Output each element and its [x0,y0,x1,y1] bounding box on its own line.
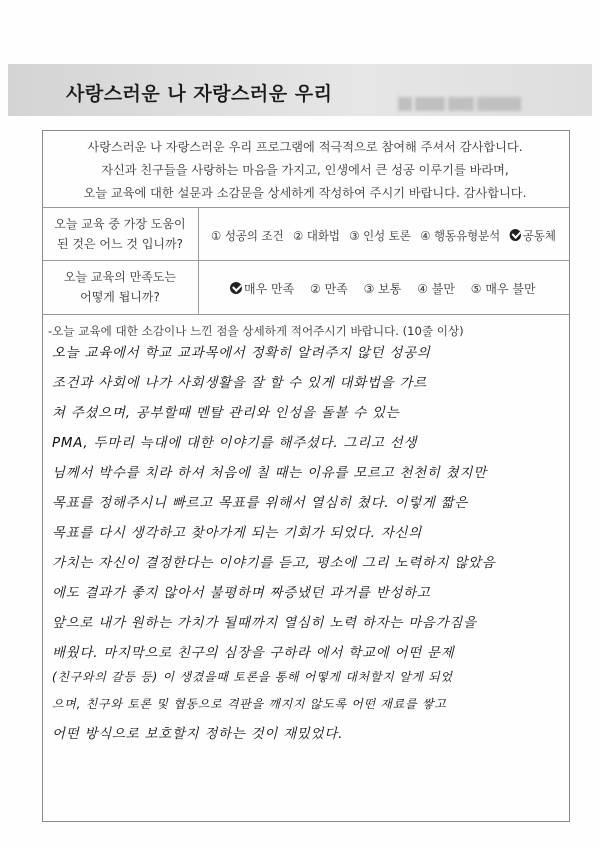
handwritten-line: 으며, 친구와 토론 및 협동으로 격판을 깨지지 않도록 어떤 재료를 쌓고 [52,697,447,711]
question-2-line: 어떻게 됩니까? [80,290,160,304]
option-very-satisfied[interactable] [230,280,294,297]
handwritten-line: 배웠다. 마지막으로 친구의 심장을 구하라 에서 학교에 어떤 문제 [52,645,455,661]
intro-line: 사랑스러운 나 자랑스러운 우리 프로그램에 적극적으로 참여해 주셔서 감사합니다. [87,140,523,154]
handwritten-line: 쳐 주셨으며, 공부할때 멘탈 관리와 인성을 돌볼 수 있는 [52,405,400,421]
handwritten-line: 가치는 자신이 결정한다는 이야기를 듣고, 평소에 그리 노력하지 않았음 [52,555,496,571]
option-success-conditions[interactable]: ① 성공의 조건 [211,229,284,243]
handwritten-line: 님께서 박수를 치라 하셔 처음에 칠 때는 이유를 모르고 천천히 쳤지만 [52,465,487,481]
option-very-satisfied-label: 매우 만족 [244,282,295,296]
option-very-dissatisfied[interactable]: ⑤ 매우 불만 [470,282,536,296]
handwritten-line: 목표를 정해주시니 빠르고 목표를 위해서 열심히 쳤다. 이렇게 짧은 [52,495,469,511]
question-1-line: 오늘 교육 중 가장 도움이 [54,217,186,231]
column-divider [198,207,199,314]
handwritten-line: 앞으로 내가 원하는 가치가 될때까지 열심히 노력 하자는 마음가짐을 [52,615,477,631]
handwritten-line: 조건과 사회에 나가 사회생활을 잘 할 수 있게 대화법을 가르 [52,375,427,391]
option-dissatisfied[interactable]: ④ 불만 [417,282,455,296]
page-title: 사랑스러운 나 자랑스러운 우리 [66,83,333,105]
divider [42,260,569,261]
option-satisfied[interactable]: ② 만족 [310,282,348,296]
handwritten-line: PMA, 두마리 늑대에 대한 이야기를 해주셨다. 그리고 선생 [52,435,418,451]
handwritten-line: 목표를 다시 생각하고 찾아가게 되는 기회가 되었다. 자신의 [52,525,422,541]
redacted-school-name [398,93,544,111]
question-1 [42,214,198,254]
option-behavior-analysis[interactable]: ④ 행동유형분석 [420,229,501,243]
check-mark-icon [230,282,242,294]
question-1-options [211,227,562,244]
option-community-label: 공동체 [522,229,556,243]
comment-prompt: -오늘 교육에 대한 소감이나 느낀 점을 상세하게 적어주시기 바랍니다. (10줄 이상) [48,324,464,338]
handwritten-line: (친구와의 갈등 등) 이 생겼을때 토론을 통해 어떻게 대처할지 알게 되었 [52,670,453,684]
check-mark-icon [510,229,521,241]
intro-line: 자신과 친구들을 사랑하는 마음을 가지고, 인생에서 큰 성공 이루기를 바라며, [101,163,509,177]
divider [42,207,569,208]
option-community[interactable] [510,227,556,244]
question-1-line: 된 것은 어느 것 입니까? [57,237,183,251]
handwritten-line: 어떤 방식으로 보호할지 정하는 것이 재밌었다. [52,726,344,742]
option-conversation[interactable]: ② 대화법 [292,229,340,243]
handwritten-line: 오늘 교육에서 학교 교과목에서 정확히 알려주지 않던 성공의 [52,345,431,361]
intro-text [42,136,568,205]
question-2-line: 오늘 교육의 만족도는 [64,270,176,284]
question-2-options [230,280,542,297]
option-character-debate[interactable]: ③ 인성 토론 [349,229,411,243]
handwritten-line: 에도 결과가 좋지 않아서 불평하며 짜증냈던 과거를 반성하고 [52,585,431,601]
intro-line: 오늘 교육에 대한 설문과 소감문을 상세하게 작성하여 주시기 바랍니다. 감사합니다. [83,186,527,200]
question-2 [42,267,198,307]
option-neutral[interactable]: ③ 보통 [363,282,402,296]
divider [42,314,569,315]
